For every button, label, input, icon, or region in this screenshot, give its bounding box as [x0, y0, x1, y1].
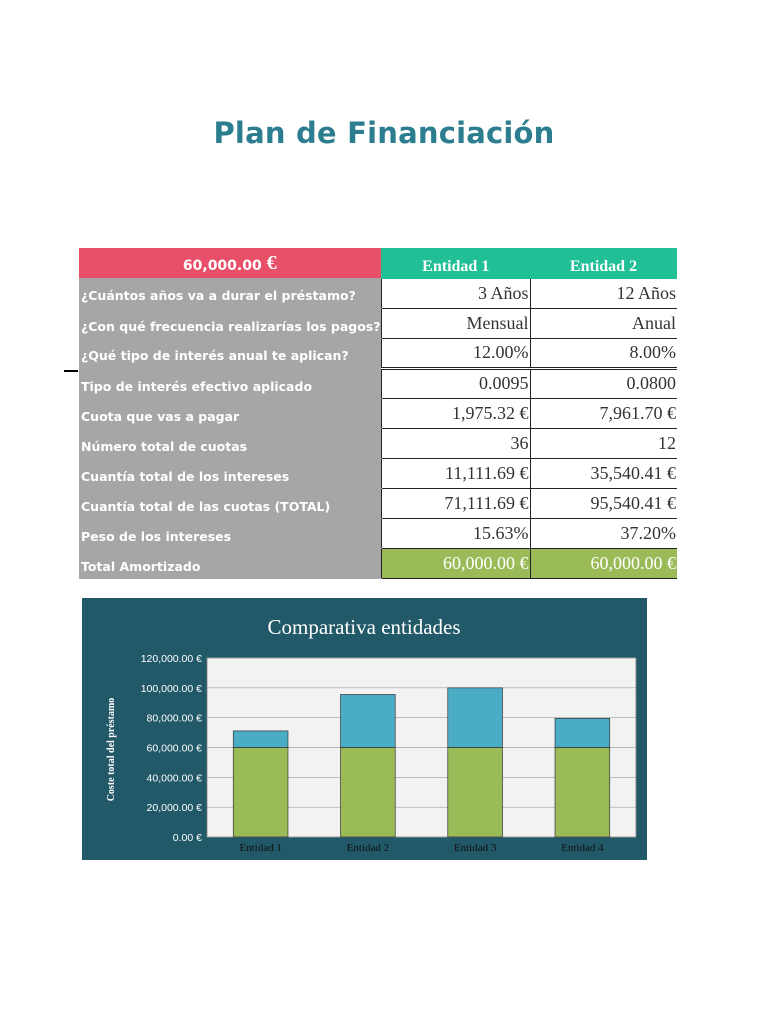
row-label: Cuantía total de los intereses	[79, 458, 381, 488]
row-label: Tipo de interés efectivo aplicado	[79, 368, 381, 398]
bar-segment-1	[233, 748, 288, 838]
y-tick-label: 100,000.00 €	[140, 682, 202, 695]
value-entity2: 95,540.41 €	[530, 488, 677, 518]
bar-segment-2	[341, 694, 396, 747]
x-tick-label: Entidad 3	[453, 842, 497, 854]
row-label: Cuantía total de las cuotas (TOTAL)	[79, 488, 381, 518]
x-tick-label: Entidad 4	[561, 842, 604, 854]
entity-header-1: Entidad 1	[381, 248, 530, 278]
row-label: Peso de los intereses	[79, 518, 381, 548]
stray-dash-mark	[64, 370, 78, 372]
row-label: Total Amortizado	[79, 548, 381, 578]
y-tick-label: 60,000.00 €	[146, 742, 202, 755]
value-entity1: 11,111.69 €	[381, 458, 530, 488]
table-row	[79, 488, 677, 518]
currency-symbol: €	[266, 251, 277, 274]
loan-amount-cell[interactable]	[79, 248, 381, 278]
bar-segment-2	[448, 688, 503, 748]
y-tick-label: 120,000.00 €	[140, 653, 202, 665]
table-row-total	[79, 548, 677, 578]
bar-segment-1	[448, 748, 503, 838]
bar-segment-2	[555, 718, 610, 747]
row-label: Cuota que vas a pagar	[79, 398, 381, 428]
x-tick-label: Entidad 2	[346, 842, 390, 854]
x-tick-labels	[239, 842, 604, 854]
value-entity2: 7,961.70 €	[530, 398, 677, 428]
row-label: ¿Qué tipo de interés anual te aplican?	[79, 338, 381, 368]
y-tick-label: 0.00 €	[172, 832, 202, 844]
table-row	[79, 398, 677, 428]
value-entity1[interactable]: 3 Años	[381, 278, 530, 308]
value-entity2[interactable]: Anual	[530, 308, 677, 338]
table-row	[79, 518, 677, 548]
value-entity1[interactable]: Mensual	[381, 308, 530, 338]
financing-table	[79, 248, 677, 579]
y-axis-label: Coste total del préstamo	[106, 697, 117, 802]
entity-header-2: Entidad 2	[530, 248, 677, 278]
x-tick-label: Entidad 1	[239, 842, 282, 854]
value-entity2: 37.20%	[530, 518, 677, 548]
bar-segment-1	[341, 748, 396, 838]
value-entity1[interactable]: 12.00%	[381, 338, 530, 368]
table-row	[79, 458, 677, 488]
value-entity1: 15.63%	[381, 518, 530, 548]
loan-amount: 60,000.00	[182, 257, 262, 274]
y-tick-label: 80,000.00 €	[146, 712, 202, 725]
y-tick-labels	[141, 653, 202, 844]
comparison-chart	[82, 598, 647, 860]
table-row	[79, 278, 677, 308]
row-label: ¿Con qué frecuencia realizarías los pagos?	[79, 308, 381, 338]
value-entity1: 1,975.32 €	[381, 398, 530, 428]
bar-segment-1	[555, 748, 610, 838]
value-entity1: 71,111.69 €	[381, 488, 530, 518]
row-label: Número total de cuotas	[79, 428, 381, 458]
value-entity1: 0.0095	[381, 368, 530, 398]
table-header-row	[79, 248, 677, 278]
chart-svg	[82, 598, 647, 860]
value-entity2: 60,000.00 €	[530, 548, 677, 578]
value-entity2: 0.0800	[530, 368, 677, 398]
value-entity1: 60,000.00 €	[381, 548, 530, 578]
value-entity1: 36	[381, 428, 530, 458]
table-row	[79, 428, 677, 458]
bar-segment-2	[233, 731, 288, 748]
table-row	[79, 308, 677, 338]
table-row	[79, 368, 677, 398]
value-entity2[interactable]: 8.00%	[530, 338, 677, 368]
chart-title: Comparativa entidades	[267, 615, 461, 639]
page-title: Plan de Financiación	[213, 116, 555, 150]
y-tick-label: 20,000.00 €	[146, 802, 202, 815]
value-entity2: 35,540.41 €	[530, 458, 677, 488]
value-entity2[interactable]: 12 Años	[530, 278, 677, 308]
table-row	[79, 338, 677, 368]
value-entity2: 12	[530, 428, 677, 458]
y-tick-label: 40,000.00 €	[146, 772, 202, 785]
row-label: ¿Cuántos años va a durar el préstamo?	[79, 278, 381, 308]
